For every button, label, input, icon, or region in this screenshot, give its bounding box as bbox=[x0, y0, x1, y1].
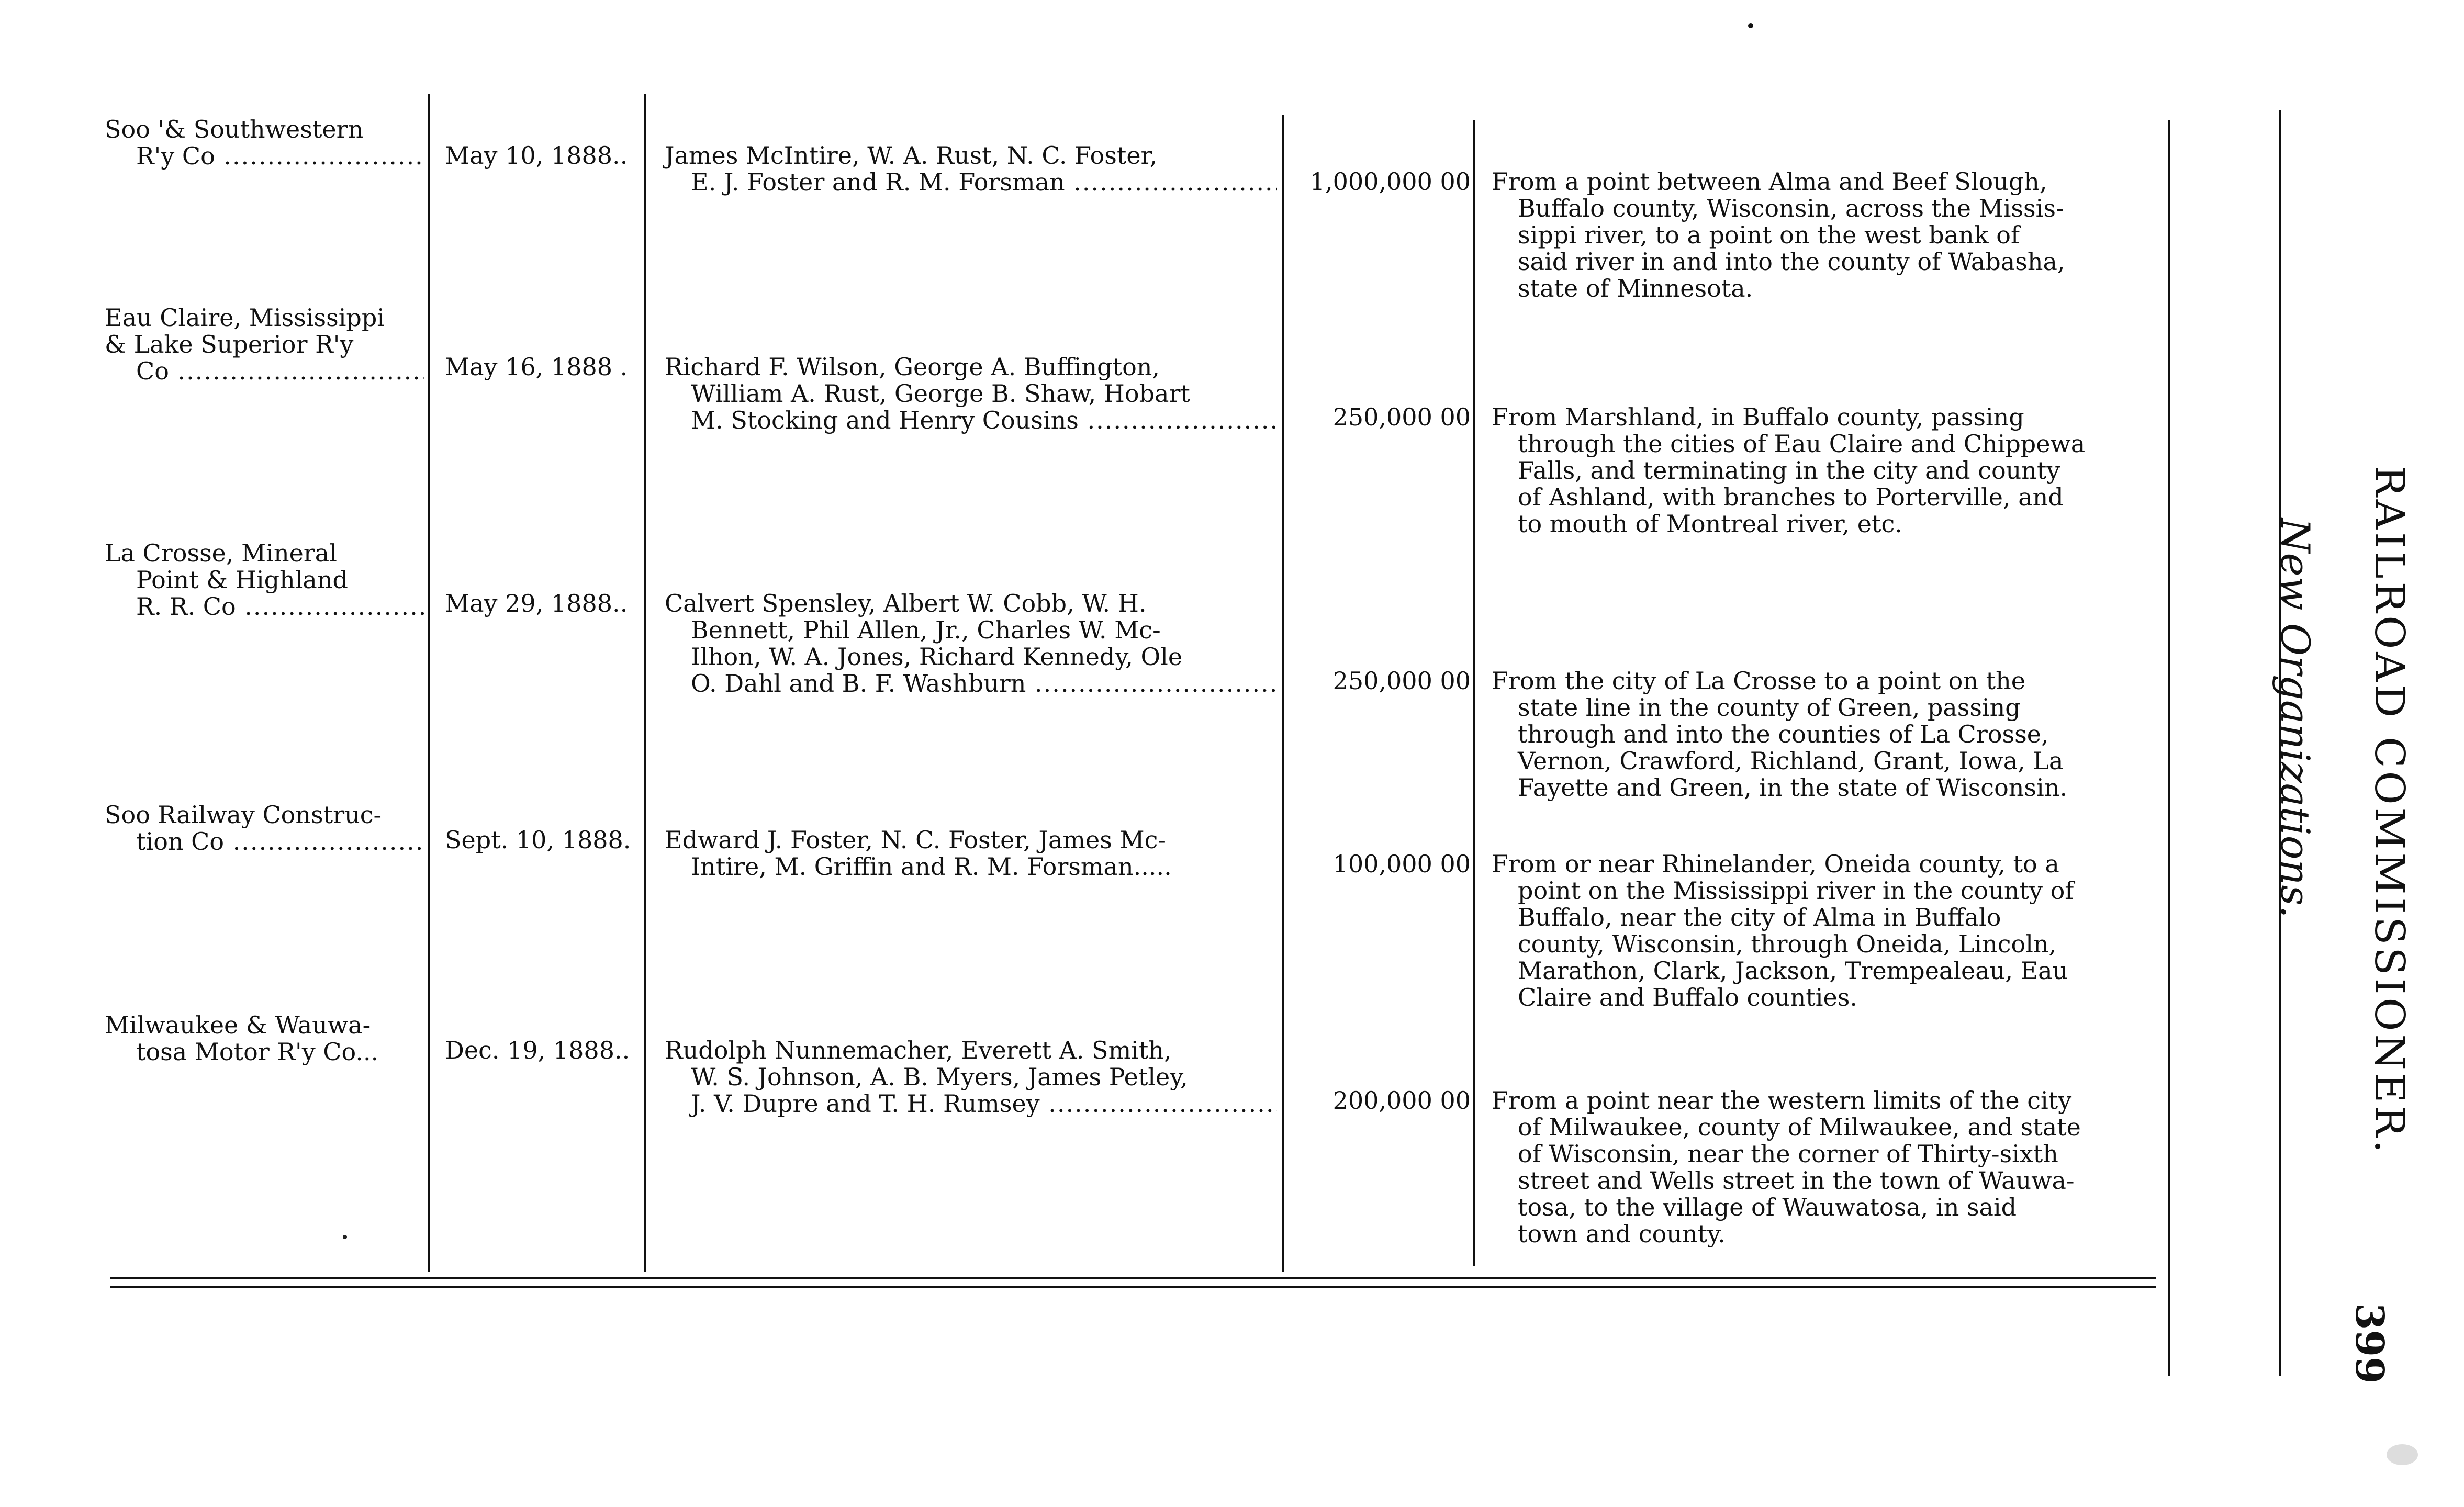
row-2-route bbox=[1492, 404, 2156, 537]
row-2-route-line-2: through the cities of Eau Claire and Chippewa bbox=[1518, 430, 2086, 458]
row-4-incorporators-line-1: Edward J. Foster, N. C. Foster, James Mc- bbox=[665, 826, 1166, 854]
row-4-date: Sept. 10, 1888. bbox=[445, 826, 631, 854]
section-heading: New Organizations. bbox=[2272, 518, 2319, 918]
row-1-corporation-line-1: Soo '& Southwestern bbox=[105, 115, 364, 143]
row-3-route-line-1: From the city of La Crosse to a point on the bbox=[1492, 667, 2025, 695]
scan-speck bbox=[343, 1235, 347, 1239]
row-2-incorporators-line-2: William A. Rust, George B. Shaw, Hobart bbox=[691, 379, 1190, 408]
row-1-capital: 1,000,000 00 bbox=[1309, 167, 1471, 196]
row-4-route-line-2: point on the Mississippi river in the county of bbox=[1518, 876, 2074, 905]
row-5-corporation bbox=[105, 1012, 424, 1065]
scan-speck bbox=[1748, 23, 1753, 28]
row-4-route-line-4: county, Wisconsin, through Oneida, Lincoln, bbox=[1518, 930, 2057, 958]
margin-rule-right bbox=[2168, 120, 2170, 1376]
scan-speck bbox=[2387, 1444, 2418, 1465]
row-3-corporation-line-3: R. R. Co ..... bbox=[105, 593, 424, 620]
row-4-corporation-line-1: Soo Railway Construc- bbox=[105, 801, 382, 829]
row-3-incorporators-line-4: O. Dahl and B. F. Washburn ..... bbox=[665, 670, 1277, 697]
row-5-incorporators-line-1: Rudolph Nunnemacher, Everett A. Smith, bbox=[665, 1036, 1172, 1064]
row-1-corporation bbox=[105, 116, 424, 170]
row-2-route-line-1: From Marshland, in Buffalo county, passing bbox=[1492, 403, 2024, 431]
running-title: RAILROAD COMMISSIONER. bbox=[2366, 466, 2413, 1156]
row-4-incorporators bbox=[665, 827, 1277, 880]
row-4-route-line-3: Buffalo, near the city of Alma in Buffalo bbox=[1518, 903, 2001, 931]
row-3-route-line-3: through and into the counties of La Crosse, bbox=[1518, 720, 2049, 748]
row-1-route-line-1: From a point between Alma and Beef Slough, bbox=[1492, 167, 2047, 196]
row-3-route bbox=[1492, 668, 2156, 801]
row-5-incorporators-line-3: J. V. Dupre and T. H. Rumsey ..... bbox=[665, 1090, 1277, 1117]
row-5-route bbox=[1492, 1087, 2156, 1247]
row-5-capital: 200,000 00 bbox=[1332, 1086, 1471, 1115]
row-2-route-line-3: Falls, and terminating in the city and county bbox=[1518, 456, 2060, 485]
row-2-corporation bbox=[105, 305, 424, 385]
row-3-route-line-5: Fayette and Green, in the state of Wisconsin. bbox=[1518, 773, 2067, 802]
row-5-route-line-3: of Wisconsin, near the corner of Thirty-sixth bbox=[1518, 1140, 2058, 1168]
row-3-date: May 29, 1888.. bbox=[445, 589, 628, 617]
bottom-rule-2 bbox=[110, 1286, 2156, 1288]
row-3-corporation-line-2: Point & Highland bbox=[136, 566, 348, 594]
row-3-corporation bbox=[105, 540, 424, 620]
row-3-route-line-4: Vernon, Crawford, Richland, Grant, Iowa, La bbox=[1518, 747, 2064, 775]
row-5-incorporators bbox=[665, 1037, 1277, 1117]
row-3-route-line-2: state line in the county of Green, passing bbox=[1518, 693, 2021, 722]
row-3-incorporators-line-3: Ilhon, W. A. Jones, Richard Kennedy, Ole bbox=[691, 643, 1183, 671]
row-3-incorporators-line-1: Calvert Spensley, Albert W. Cobb, W. H. bbox=[665, 589, 1147, 617]
row-4-route-line-5: Marathon, Clark, Jackson, Trempealeau, Eau bbox=[1518, 957, 2068, 985]
row-5-route-line-2: of Milwaukee, county of Milwaukee, and state bbox=[1518, 1113, 2081, 1141]
row-3-capital: 250,000 00 bbox=[1332, 667, 1471, 695]
row-2-corporation-line-1: Eau Claire, Mississippi bbox=[105, 303, 385, 332]
row-2-corporation-line-2: & Lake Superior R'y bbox=[105, 330, 354, 358]
row-5-route-line-6: town and county. bbox=[1518, 1220, 1726, 1248]
row-5-route-line-4: street and Wells street in the town of Wauwa- bbox=[1518, 1166, 2075, 1195]
row-4-route-line-6: Claire and Buffalo counties. bbox=[1518, 983, 1857, 1011]
row-5-corporation-line-2: tosa Motor R'y Co... bbox=[136, 1038, 379, 1066]
row-3-incorporators-line-2: Bennett, Phil Allen, Jr., Charles W. Mc- bbox=[691, 616, 1161, 644]
row-1-date: May 10, 1888.. bbox=[445, 141, 628, 170]
row-2-incorporators-line-1: Richard F. Wilson, George A. Buffington, bbox=[665, 353, 1160, 381]
row-1-corporation-line-2: R'y Co ..... bbox=[105, 143, 424, 170]
row-1-route-line-4: said river in and into the county of Wabasha, bbox=[1518, 248, 2065, 276]
row-4-corporation-line-2: tion Co ..... bbox=[105, 828, 424, 855]
column-rule-2 bbox=[644, 94, 646, 1272]
row-4-route bbox=[1492, 851, 2156, 1011]
row-5-incorporators-line-2: W. S. Johnson, A. B. Myers, James Petley, bbox=[691, 1063, 1188, 1091]
row-4-route-line-1: From or near Rhinelander, Oneida county, to a bbox=[1492, 850, 2059, 878]
page-number: 399 bbox=[2347, 1303, 2392, 1384]
row-5-corporation-line-1: Milwaukee & Wauwa- bbox=[105, 1011, 371, 1039]
row-2-capital: 250,000 00 bbox=[1332, 403, 1471, 431]
column-rule-1 bbox=[428, 94, 430, 1272]
row-4-incorporators-line-2: Intire, M. Griffin and R. M. Forsman..... bbox=[691, 852, 1172, 881]
row-2-route-line-4: of Ashland, with branches to Porterville, and bbox=[1518, 483, 2064, 511]
row-1-incorporators-line-2: E. J. Foster and R. M. Forsman ..... bbox=[665, 169, 1277, 196]
row-1-route-line-2: Buffalo county, Wisconsin, across the Missis- bbox=[1518, 194, 2064, 222]
row-2-incorporators-line-3: M. Stocking and Henry Cousins ..... bbox=[665, 407, 1277, 434]
row-3-corporation-line-1: La Crosse, Mineral bbox=[105, 539, 337, 567]
row-1-incorporators bbox=[665, 142, 1277, 196]
row-4-capital: 100,000 00 bbox=[1332, 850, 1471, 878]
row-2-route-line-5: to mouth of Montreal river, etc. bbox=[1518, 510, 1902, 538]
row-2-incorporators bbox=[665, 354, 1277, 434]
column-rule-3 bbox=[1282, 115, 1284, 1272]
row-5-route-line-1: From a point near the western limits of the city bbox=[1492, 1086, 2072, 1115]
row-1-route-line-3: sippi river, to a point on the west bank of bbox=[1518, 221, 2020, 249]
row-2-corporation-line-3: Co ..... bbox=[105, 358, 424, 385]
row-5-route-line-5: tosa, to the village of Wauwatosa, in said bbox=[1518, 1193, 2017, 1221]
row-2-date: May 16, 1888 . bbox=[445, 353, 628, 381]
row-3-incorporators bbox=[665, 590, 1277, 697]
bottom-rule-1 bbox=[110, 1277, 2156, 1279]
row-1-route-line-5: state of Minnesota. bbox=[1518, 274, 1753, 302]
column-rule-4 bbox=[1473, 120, 1475, 1266]
row-1-incorporators-line-1: James McIntire, W. A. Rust, N. C. Foster, bbox=[665, 141, 1158, 170]
row-4-corporation bbox=[105, 802, 424, 855]
row-5-date: Dec. 19, 1888.. bbox=[445, 1036, 630, 1064]
row-1-route bbox=[1492, 168, 2156, 302]
